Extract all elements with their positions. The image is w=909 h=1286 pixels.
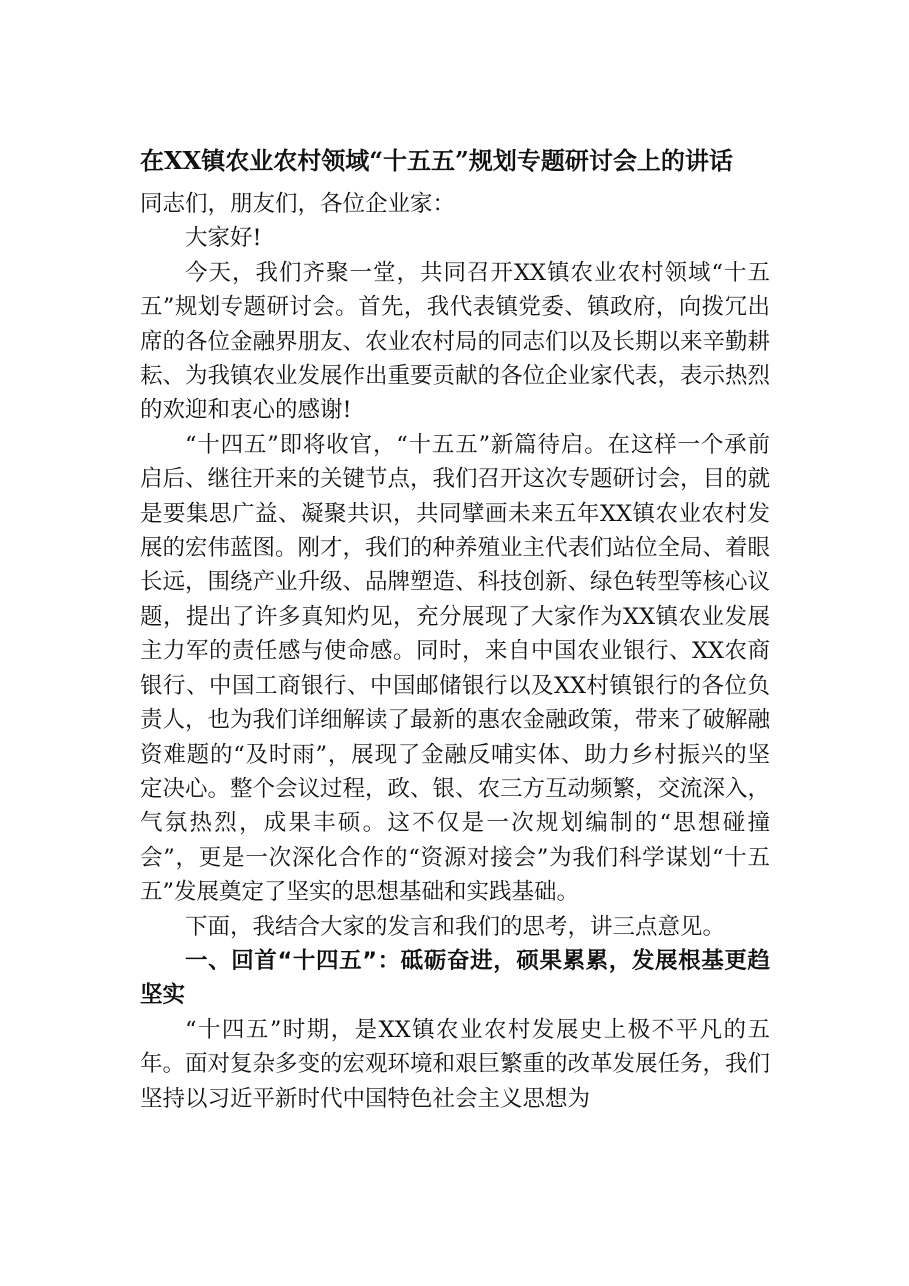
section-paragraph: “十四五”时期，是XX镇农业农村发展史上极不平凡的五年。面对复杂多变的宏观环境和艰巨繁重的改革发展任务，我们坚持以习近平新时代中国特色社会主义思想为 <box>140 1016 771 1112</box>
salutation: 同志们，朋友们，各位企业家： <box>140 191 456 217</box>
document-body <box>140 187 770 1116</box>
document-title: 在XX镇农业农村领域“十五五”规划专题研讨会上的讲话 <box>140 146 733 175</box>
section-heading: 一、回首“十四五”：砥砺奋进，硕果累累，发展根基更趋坚实 <box>140 947 770 1009</box>
greeting: 大家好! <box>185 225 262 252</box>
paragraph-context: “十四五”即将收官，“十五五”新篇待启。在这样一个承前启后、继往开来的关键节点，我们召开这次专题研讨会，目的就是要集思广益、凝聚共识，共同擘画未来五年XX镇农业农村发展的宏伟蓝图。刚才，我们的种养殖业主代表们站位全局、着眼长远，围绕产业升级、品牌塑造、科技创新、绿色转型等核心议题，提出了许多真知灼见，充分展现了大家作为XX镇农业发展主力军的责任感与使命感。同时，来自中国农业银行、XX农商银行、中国工商银行、中国邮储银行以及XX村镇银行的各位负责人，也为我们详细解读了最新的惠农金融政策，带来了破解融资难题的“及时雨”，展现了金融反哺实体、助力乡村振兴的坚定决心。整个会议过程，政、银、农三方互动频繁，交流深入，气氛热烈，成果丰硕。这不仅是一次规划编制的“思想碰撞会”，更是一次深化合作的“资源对接会”为我们科学谋划“十五五”发展奠定了坚实的思想基础和实践基础。 <box>140 431 771 906</box>
paragraph-transition: 下面，我结合大家的发言和我们的思考，讲三点意见。 <box>185 913 726 940</box>
paragraph-opening: 今天，我们齐聚一堂，共同召开XX镇农业农村领域“十五五”规划专题研讨会。首先，我代表镇党委、镇政府，向拨冗出席的各位金融界朋友、农业农村局的同志们以及长期以来辛勤耕耘、为我镇农业发展作出重要贡献的各位企业家代表，表示热烈的欢迎和衷心的感谢! <box>140 259 771 424</box>
